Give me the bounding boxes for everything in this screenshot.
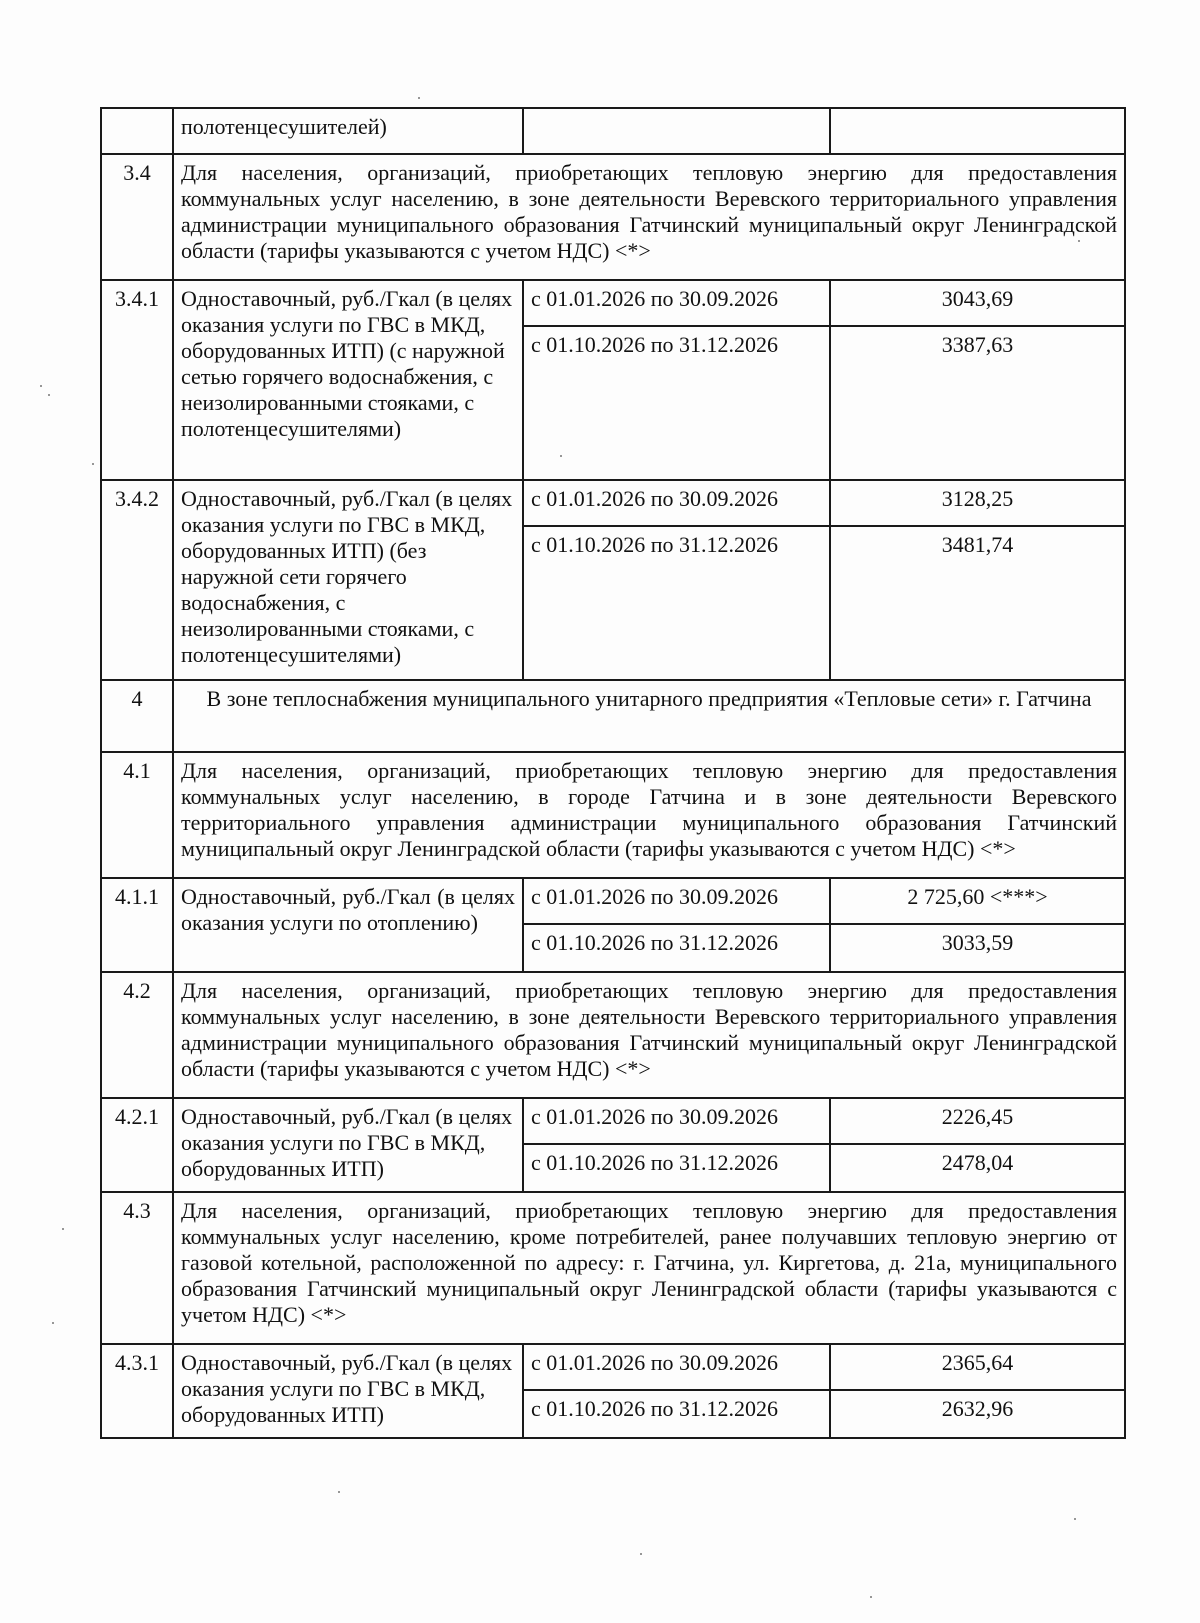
scan-speck bbox=[1078, 240, 1080, 242]
value-cell bbox=[830, 108, 1125, 154]
row-description: полотенцесушителей) bbox=[173, 108, 523, 154]
section-heading: Для населения, организаций, приобретающих тепловую энергию для предоставления коммунальных услуг населению, в зоне деятельности Веревского территориального управления администрации муниципального образования Гатчинский муниципальный округ Ленинградской области (тарифы указываются с учетом НДС) <*> bbox=[173, 154, 1125, 280]
section-heading: Для населения, организаций, приобретающих тепловую энергию для предоставления коммунальных услуг населению, в зоне деятельности Веревского территориального управления администрации муниципального образования Гатчинский муниципальный округ Ленинградской области (тарифы указываются с учетом НДС) <*> bbox=[173, 972, 1125, 1098]
row-number: 3.4.2 bbox=[101, 480, 173, 680]
tariff-table bbox=[100, 107, 1126, 1439]
scan-speck bbox=[62, 1228, 64, 1230]
row-description: Одноставочный, руб./Гкал (в целях оказания услуги по ГВС в МКД, оборудованных ИТП) (без наружной сети горячего водоснабжения, с неизолированными стояками, с полотенцесушителями) bbox=[173, 480, 523, 680]
row-description: Одноставочный, руб./Гкал (в целях оказания услуги по ГВС в МКД, оборудованных ИТП) bbox=[173, 1344, 523, 1438]
scan-speck bbox=[48, 394, 50, 396]
row-number: 4.3 bbox=[101, 1192, 173, 1344]
scan-speck bbox=[52, 1322, 54, 1324]
scan-speck bbox=[560, 455, 562, 457]
row-number: 4.2 bbox=[101, 972, 173, 1098]
table-row bbox=[101, 1098, 1125, 1144]
row-description: Одноставочный, руб./Гкал (в целях оказания услуги по ГВС в МКД, оборудованных ИТП) (с наружной сетью горячего водоснабжения, с неизолированными стояками, с полотенцесушителями) bbox=[173, 280, 523, 480]
tariff-value: 2478,04 bbox=[830, 1144, 1125, 1192]
row-number: 4.2.1 bbox=[101, 1098, 173, 1192]
period-cell: с 01.01.2026 по 30.09.2026 bbox=[523, 1344, 830, 1390]
scan-speck bbox=[870, 1596, 872, 1598]
table-row bbox=[101, 1192, 1125, 1344]
tariff-value: 3043,69 bbox=[830, 280, 1125, 326]
section-heading: Для населения, организаций, приобретающих тепловую энергию для предоставления коммунальных услуг населению, в городе Гатчина и в зоне деятельности Веревского территориального управления администрации муниципального образования Гатчинский муниципальный округ Ленинградской области (тарифы указываются с учетом НДС) <*> bbox=[173, 752, 1125, 878]
period-cell bbox=[523, 108, 830, 154]
period-cell: с 01.10.2026 по 31.12.2026 bbox=[523, 326, 830, 480]
row-number: 3.4 bbox=[101, 154, 173, 280]
scan-speck bbox=[40, 385, 42, 387]
table-row bbox=[101, 480, 1125, 526]
table-row bbox=[101, 878, 1125, 924]
period-cell: с 01.01.2026 по 30.09.2026 bbox=[523, 280, 830, 326]
row-number: 4.1 bbox=[101, 752, 173, 878]
tariff-value: 2 725,60 <***> bbox=[830, 878, 1125, 924]
tariff-value: 2632,96 bbox=[830, 1390, 1125, 1438]
scan-speck bbox=[338, 1491, 340, 1493]
period-cell: с 01.01.2026 по 30.09.2026 bbox=[523, 1098, 830, 1144]
scan-speck bbox=[1074, 1518, 1076, 1520]
row-number: 4.3.1 bbox=[101, 1344, 173, 1438]
table-row bbox=[101, 680, 1125, 752]
tariff-value: 3033,59 bbox=[830, 924, 1125, 972]
row-description: Одноставочный, руб./Гкал (в целях оказания услуги по ГВС в МКД, оборудованных ИТП) bbox=[173, 1098, 523, 1192]
scan-speck bbox=[92, 463, 94, 465]
row-description: Одноставочный, руб./Гкал (в целях оказания услуги по отоплению) bbox=[173, 878, 523, 972]
row-number-cell bbox=[101, 108, 173, 154]
row-number: 4 bbox=[101, 680, 173, 752]
tariff-value: 2226,45 bbox=[830, 1098, 1125, 1144]
row-number: 3.4.1 bbox=[101, 280, 173, 480]
table-row bbox=[101, 108, 1125, 154]
period-cell: с 01.10.2026 по 31.12.2026 bbox=[523, 1390, 830, 1438]
table-row bbox=[101, 280, 1125, 326]
row-number: 4.1.1 bbox=[101, 878, 173, 972]
table-row bbox=[101, 1344, 1125, 1390]
tariff-value: 3128,25 bbox=[830, 480, 1125, 526]
scan-speck bbox=[418, 97, 420, 99]
table-row bbox=[101, 752, 1125, 878]
tariff-value: 3481,74 bbox=[830, 526, 1125, 680]
section-heading: Для населения, организаций, приобретающих тепловую энергию для предоставления коммунальных услуг населению, кроме потребителей, ранее получавших тепловую энергию от газовой котельной, расположенной по адресу: г. Гатчина, ул. Киргетова, д. 21а, муниципального образования Гатчинский муниципальный округ Ленинградской области (тарифы указываются с учетом НДС) <*> bbox=[173, 1192, 1125, 1344]
table-row bbox=[101, 154, 1125, 280]
period-cell: с 01.10.2026 по 31.12.2026 bbox=[523, 526, 830, 680]
period-cell: с 01.01.2026 по 30.09.2026 bbox=[523, 480, 830, 526]
table-row bbox=[101, 972, 1125, 1098]
zone-heading: В зоне теплоснабжения муниципального унитарного предприятия «Тепловые сети» г. Гатчина bbox=[173, 680, 1125, 752]
tariff-value: 3387,63 bbox=[830, 326, 1125, 480]
period-cell: с 01.10.2026 по 31.12.2026 bbox=[523, 924, 830, 972]
scan-speck bbox=[640, 1553, 642, 1555]
period-cell: с 01.10.2026 по 31.12.2026 bbox=[523, 1144, 830, 1192]
period-cell: с 01.01.2026 по 30.09.2026 bbox=[523, 878, 830, 924]
tariff-value: 2365,64 bbox=[830, 1344, 1125, 1390]
